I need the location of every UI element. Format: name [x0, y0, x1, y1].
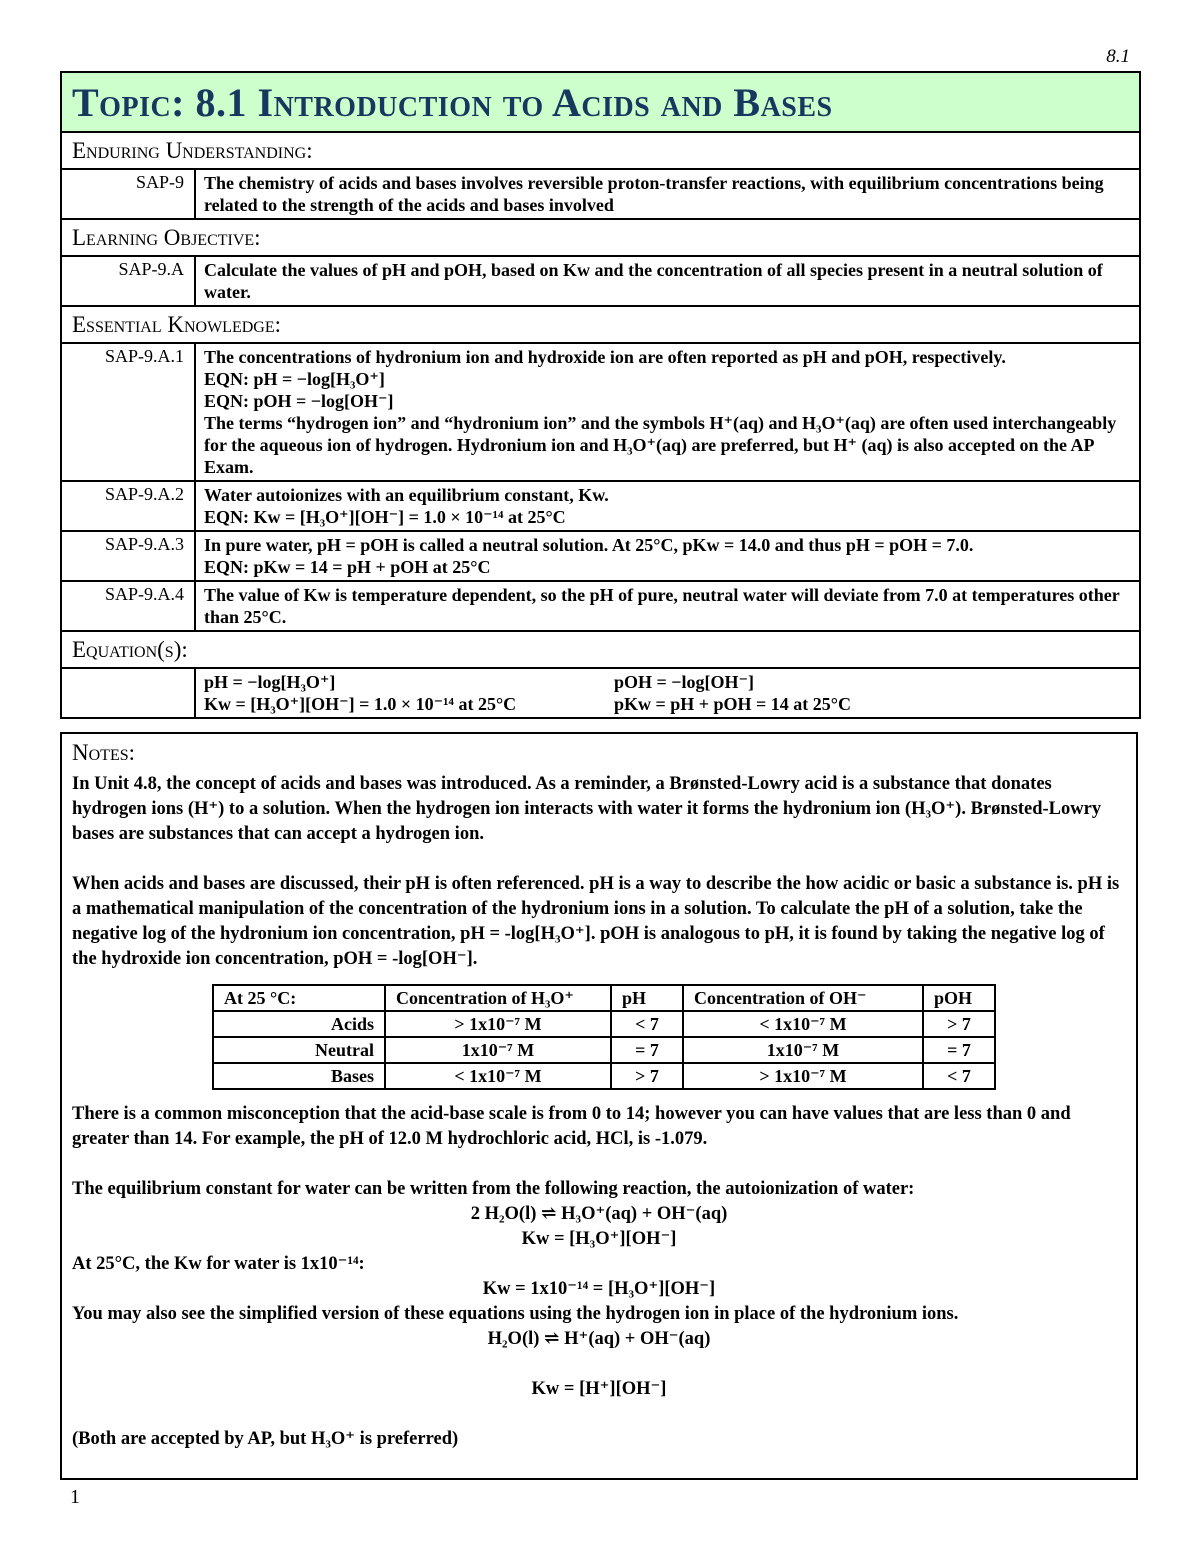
essential-line: EQN: pH = −log[H₃O⁺] [204, 369, 385, 389]
page-label: 8.1 [1106, 46, 1130, 67]
table-row [213, 1011, 995, 1037]
objective-text: Calculate the values of pH and pOH, based on Kw and the concentration of all species present in a neutral solution of water. [195, 256, 1140, 306]
notes-title: Notes: [72, 740, 135, 765]
essential-code: SAP-9.A.2 [61, 481, 195, 531]
ph-table [212, 984, 996, 1090]
essential-code: SAP-9.A.1 [61, 343, 195, 481]
equation: Kw = [H⁺][OH⁻] [531, 1379, 667, 1399]
table-cell: < 7 [923, 1063, 995, 1089]
notes-paragraph: There is a common misconception that the acid-base scale is from 0 to 14; however you can have values that are less than 0 and greater than 14. For example, the pH of 12.0 M hydrochloric acid, HCl, is -1.079. [72, 1104, 1071, 1149]
table-header: pOH [923, 985, 995, 1011]
essential-code: SAP-9.A.3 [61, 531, 195, 581]
table-cell: > 7 [611, 1063, 683, 1089]
essential-text [195, 343, 1140, 481]
equation: pH = −log[H₃O⁺] [204, 672, 336, 692]
notes-paragraph: You may also see the simplified version of these equations using the hydrogen ion in place of the hydronium ions. [72, 1304, 959, 1324]
essential-line: The value of Kw is temperature dependent, so the pH of pure, neutral water will deviate from 7.0 at temperatures other than 25°C. [204, 585, 1120, 627]
essential-line: EQN: Kw = [H₃O⁺][OH⁻] = 1.0 × 10⁻¹⁴ at 25°C [204, 507, 566, 527]
table-header: At 25 °C: [213, 985, 385, 1011]
table-header: pH [611, 985, 683, 1011]
table-row [213, 1037, 995, 1063]
notes-paragraph: (Both are accepted by AP, but H₃O⁺ is preferred) [72, 1429, 459, 1449]
essential-text [195, 581, 1140, 631]
equation: Kw = [H₃O⁺][OH⁻] = 1.0 × 10⁻¹⁴ at 25°C [204, 694, 517, 714]
notes-paragraph: In Unit 4.8, the concept of acids and bases was introduced. As a reminder, a Brønsted-Lowry acid is a substance that donates hydrogen ions (H⁺) to a solution. When the hydrogen ion interacts with water it forms the hydronium ion (H₃O⁺). Brønsted-Lowry bases are substances that can accept a hydrogen ion. [72, 774, 1102, 844]
objective-code: SAP-9.A [61, 256, 195, 306]
essential-line: EQN: pKw = 14 = pH + pOH at 25°C [204, 557, 491, 577]
table-cell: > 7 [923, 1011, 995, 1037]
essential-text [195, 531, 1140, 581]
equation: pOH = −log[OH⁻] [614, 672, 755, 692]
topic-table [60, 71, 1141, 719]
notes-box [60, 732, 1138, 1480]
essential-line: EQN: pOH = −log[OH⁻] [204, 391, 394, 411]
essential-line: The concentrations of hydronium ion and hydroxide ion are often reported as pH and pOH, respectively. [204, 347, 1006, 367]
topic-title-cell [61, 72, 1140, 132]
equations-label: Equation(s): [61, 631, 1140, 668]
table-header: Concentration of OH⁻ [683, 985, 923, 1011]
equation: pKw = pH + pOH = 14 at 25°C [614, 694, 851, 714]
table-cell: Neutral [213, 1037, 385, 1063]
table-cell: < 7 [611, 1011, 683, 1037]
essential-text [195, 481, 1140, 531]
enduring-code: SAP-9 [61, 169, 195, 219]
equation: Kw = 1x10⁻¹⁴ = [H₃O⁺][OH⁻] [482, 1279, 716, 1299]
table-cell: < 1x10⁻⁷ M [683, 1011, 923, 1037]
table-cell: = 7 [923, 1037, 995, 1063]
notes-paragraph: At 25°C, the Kw for water is 1x10⁻¹⁴: [72, 1254, 365, 1274]
table-cell: Bases [213, 1063, 385, 1089]
notes-paragraph: When acids and bases are discussed, their pH is often referenced. pH is a way to describe the how acidic or basic a substance is. pH is a mathematical manipulation of the concentration of the hydronium ions in a solution. To calculate the pH of a solution, take the negative log of the hydronium ion concentration, pH = -log[H₃O⁺]. pOH is analogous to pH, it is found by taking the negative log of the hydroxide ion concentration, pOH = -log[OH⁻]. [72, 874, 1120, 969]
notes-paragraph: The equilibrium constant for water can be written from the following reaction, the autoionization of water: [72, 1179, 915, 1199]
table-cell: > 1x10⁻⁷ M [385, 1011, 611, 1037]
table-header: Concentration of H₃O⁺ [385, 985, 611, 1011]
page-number: 1 [70, 1486, 80, 1508]
table-row [213, 1063, 995, 1089]
table-row [213, 985, 995, 1011]
essential-label: Essential Knowledge: [61, 306, 1140, 343]
equation: H₂O(l) ⇌ H⁺(aq) + OH⁻(aq) [487, 1329, 711, 1349]
equation: 2 H₂O(l) ⇌ H₃O⁺(aq) + OH⁻(aq) [470, 1204, 728, 1224]
essential-code: SAP-9.A.4 [61, 581, 195, 631]
topic-title: Topic: 8.1 Introduction to Acids and Bases [72, 79, 833, 125]
essential-line: Water autoionizes with an equilibrium constant, Kw. [204, 485, 609, 505]
essential-line: In pure water, pH = pOH is called a neutral solution. At 25°C, pKw = 14.0 and thus pH = pOH = 7.0. [204, 535, 974, 555]
table-cell: Acids [213, 1011, 385, 1037]
table-cell: 1x10⁻⁷ M [385, 1037, 611, 1063]
table-cell: = 7 [611, 1037, 683, 1063]
equations-code-cell [61, 668, 195, 718]
essential-line: The terms “hydrogen ion” and “hydronium ion” and the symbols H⁺(aq) and H₃O⁺(aq) are often used interchangeably for the aqueous ion of hydrogen. Hydronium ion and H₃O⁺(aq) are preferred, but H⁺ (aq) is also accepted on the AP Exam. [204, 413, 1117, 477]
equations-cell [195, 668, 1140, 718]
table-cell: > 1x10⁻⁷ M [683, 1063, 923, 1089]
equation: Kw = [H₃O⁺][OH⁻] [521, 1229, 677, 1249]
enduring-text: The chemistry of acids and bases involves reversible proton-transfer reactions, with equilibrium concentrations being related to the strength of the acids and bases involved [195, 169, 1140, 219]
table-cell: < 1x10⁻⁷ M [385, 1063, 611, 1089]
enduring-label: Enduring Understanding: [61, 132, 1140, 169]
objective-label: Learning Objective: [61, 219, 1140, 256]
table-cell: 1x10⁻⁷ M [683, 1037, 923, 1063]
